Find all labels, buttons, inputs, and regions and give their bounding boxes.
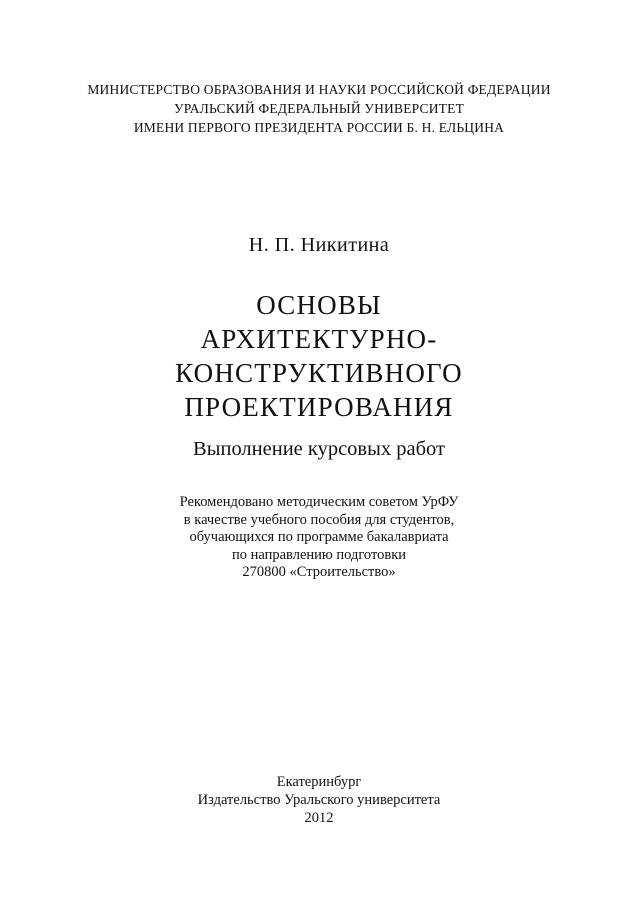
book-title-line: ОСНОВЫ [256, 290, 382, 320]
book-title-line: КОНСТРУКТИВНОГО [175, 358, 463, 388]
recommendation-line: 270800 «Строительство» [242, 564, 396, 580]
imprint-publisher: Издательство Уральского университета [197, 792, 441, 808]
author-name: Н. П. Никитина [248, 234, 390, 256]
institution-header [0, 80, 638, 137]
recommendation-line: в качестве учебного пособия для студентов, [183, 511, 455, 528]
recommendation-note [0, 494, 638, 582]
recommendation-line: по направлению подготовки [231, 546, 407, 563]
imprint-year: 2012 [304, 810, 334, 826]
book-title [0, 288, 638, 424]
recommendation-line: обучающихся по программе бакалавриата [189, 529, 449, 545]
recommendation-line: Рекомендовано методическим советом УрФУ [179, 494, 459, 510]
book-subtitle: Выполнение курсовых работ [193, 438, 445, 460]
book-title-line: АРХИТЕКТУРНО- [200, 324, 438, 354]
institution-line-named-after: ИМЕНИ ПЕРВОГО ПРЕЗИДЕНТА РОССИИ Б. Н. ЕЛЬЦИНА [133, 120, 505, 135]
institution-line-university: УРАЛЬСКИЙ ФЕДЕРАЛЬНЫЙ УНИВЕРСИТЕТ [173, 101, 465, 116]
imprint [0, 773, 638, 827]
institution-line-ministry: МИНИСТЕРСТВО ОБРАЗОВАНИЯ И НАУКИ РОССИЙСКОЙ ФЕДЕРАЦИИ [87, 82, 551, 97]
book-title-line: ПРОЕКТИРОВАНИЯ [184, 392, 454, 422]
imprint-city: Екатеринбург [276, 774, 362, 790]
